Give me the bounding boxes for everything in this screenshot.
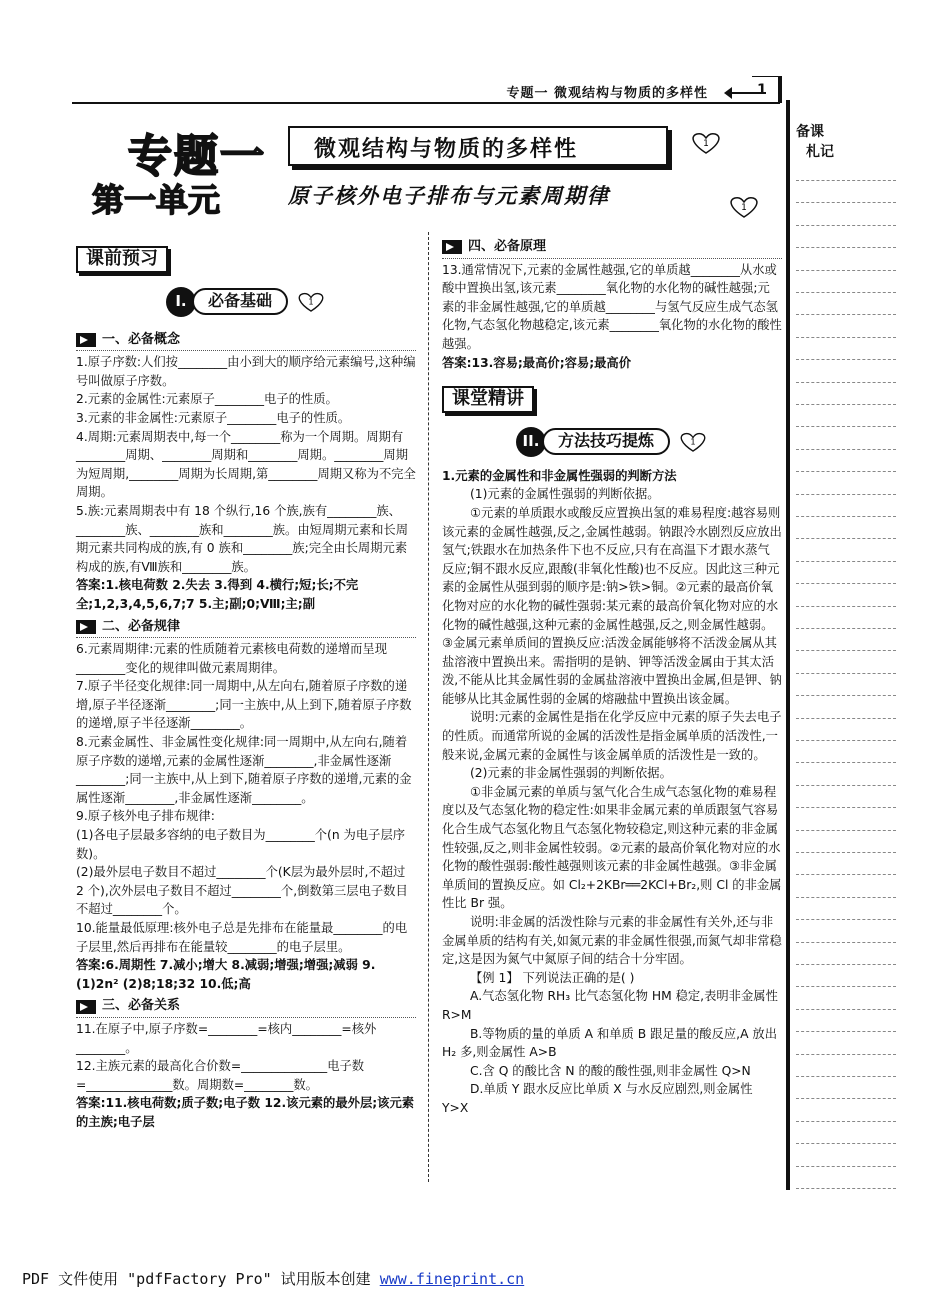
heading-text: 二、必备规律 xyxy=(102,618,181,634)
note-line xyxy=(796,471,896,472)
method-note: 说明:元素的金属性是指在化学反应中元素的原子失去电子的性质。而通常所说的金属的活泼性是指金属单质的活泼性,一般来说,金属元素的金属性与该金属单质的活泼性是一致的。 xyxy=(442,710,782,762)
note-line xyxy=(796,1031,896,1032)
item-8: 8.元素金属性、非金属性变化规律:同一周期中,从左向右,随着原子序数的递增,元素的金属性逐渐________,非金属性逐渐________;同一主族中,从上到下,随着原子序数的递增,元素的金属性逐渐________,非金属性逐渐________。 xyxy=(76,735,412,805)
note-line xyxy=(796,516,896,517)
note-line xyxy=(796,337,896,338)
methods-badge xyxy=(516,427,670,457)
section-name: 原子核外电子排布与元素周期律 xyxy=(288,184,610,208)
heading-text: 一、必备概念 xyxy=(102,331,181,347)
note-line xyxy=(796,830,896,831)
note-line xyxy=(796,426,896,427)
badge-roman: II. xyxy=(516,427,546,457)
note-line xyxy=(796,1121,896,1122)
heading-text: 三、必备关系 xyxy=(102,998,181,1014)
note-line xyxy=(796,606,896,607)
running-header xyxy=(72,78,780,104)
item-9a: (1)各电子层最多容纳的电子数目为________个(n 为电子层序数)。 xyxy=(76,828,406,861)
note-line xyxy=(796,314,896,315)
basics-badge xyxy=(166,287,288,317)
note-line xyxy=(796,292,896,293)
note-line xyxy=(796,1143,896,1144)
svg-text:1: 1 xyxy=(741,203,747,213)
left-column xyxy=(76,246,416,1132)
running-title: 专题一 微观结构与物质的多样性 xyxy=(506,86,708,101)
note-line xyxy=(796,1188,896,1189)
section-heading xyxy=(76,618,416,639)
note-line xyxy=(796,964,896,965)
note-line xyxy=(796,583,896,584)
item-4: 4.周期:元素周期表中,每一个________称为一个周期。周期有________周期、________周期和________周期。________周期为短周期,________周期为长周期,第________周期又称为不完全周期。 xyxy=(76,429,416,500)
pdf-footer xyxy=(22,1268,524,1289)
item-3: 3.元素的非金属性:元素原子________电子的性质。 xyxy=(76,410,351,425)
note-line xyxy=(796,852,896,853)
margin-notes-title xyxy=(796,122,834,162)
answer-block: 答案:6.周期性 7.减小;增大 8.减弱;增强;增强;减弱 9.(1)2n² (2)8;18;32 10.低;高 xyxy=(76,958,376,991)
heart-label: 1 xyxy=(703,139,709,149)
right-column xyxy=(442,234,782,1118)
method-title: 1.元素的金属性和非金属性强弱的判断方法 xyxy=(442,468,677,483)
arrow-marker-icon xyxy=(76,333,96,347)
svg-text:1: 1 xyxy=(690,436,696,447)
item-11: 11.在原子中,原子序数=________=核内________=核外________。 xyxy=(76,1021,377,1055)
answer-block: 答案:11.核电荷数;质子数;电子数 12.该元素的最外层;该元素的主族;电子层 xyxy=(76,1096,415,1129)
item-10: 10.能量最低原理:核外电子总是先排布在能量最________的电子层里,然后再排布在能量较________的电子层里。 xyxy=(76,921,408,954)
answer-block: 答案:13.容易;最高价;容易;最高价 xyxy=(442,355,632,370)
arrow-marker-icon xyxy=(76,620,96,634)
example-option-b: B.等物质的量的单质 A 和单质 B 跟足量的酸反应,A 放出 H₂ 多,则金属性 A>B xyxy=(442,1026,777,1060)
method-body: ①元素的单质跟水或酸反应置换出氢的难易程度:越容易则该元素的金属性越强,反之,金属性越弱。钠跟冷水剧烈反应放出氢气;铁跟水在加热条件下也不反应,只有在高温下才跟水蒸气反应;铜不跟水反应,跟酸(非氧化性酸)也不反应。因此这三种元素的金属性从强到弱的顺序是:钠>铁>铜。②元素的最高价氧化物对应的水化物的碱性强弱:某元素的最高价氧化物对应的水化物的碱性越强,这种元素的金属性越强,反之,则金属性越弱。③金属元素单质间的置换反应:活泼金属能够将不活泼金属从其盐溶液中置换出来。需指明的是钠、钾等活泼金属由于其太活泼,不能从比其金属性弱的金属盐溶液中置换出金属,但是钾、钠能够从比其金属性弱的金属的熔融盐中置换出该金属。 xyxy=(442,505,782,706)
note-line xyxy=(796,762,896,763)
section-heading xyxy=(76,331,416,352)
column-divider xyxy=(428,232,429,1182)
preview-tag: 课前预习 xyxy=(76,246,168,273)
section-heading xyxy=(76,997,416,1018)
item-6: 6.元素周期律:元素的性质随着元素核电荷数的递增而呈现________变化的规律叫做元素周期律。 xyxy=(76,642,388,675)
note-line xyxy=(796,180,896,181)
note-line xyxy=(796,270,896,271)
note-line xyxy=(796,404,896,405)
method-note: 说明:非金属的活泼性除与元素的非金属性有关外,还与非金属单质的结构有关,如氮元素的非金属性很强,而氮气却非常稳定,这是因为氮气中氮原子间的结合十分牢固。 xyxy=(442,915,782,967)
answer-block: 答案:1.核电荷数 2.失去 3.得到 4.横行;短;长;不完全;1,2,3,4,5,6,7;7 5.主;副;0;Ⅷ;主;副 xyxy=(76,578,359,611)
heart-icon xyxy=(690,132,722,154)
item-1: 1.原子序数:人们按________由小到大的顺序给元素编号,这种编号叫做原子序数。 xyxy=(76,355,416,388)
unit-title-block xyxy=(128,118,668,182)
heading-text: 四、必备原理 xyxy=(468,239,547,254)
margin-title-line2: 札记 xyxy=(806,144,834,160)
method-sub: (1)元素的金属性强弱的判断依据。 xyxy=(470,487,660,502)
page-number: 1 xyxy=(757,82,767,98)
method-sub: (2)元素的非金属性强弱的判断依据。 xyxy=(470,766,672,781)
example-option-c: C.含 Q 的酸比含 N 的酸的酸性强,则非金属性 Q>N xyxy=(470,1063,751,1078)
note-line xyxy=(796,1054,896,1055)
badge-roman: I. xyxy=(166,287,196,317)
note-line xyxy=(796,628,896,629)
note-line xyxy=(796,897,896,898)
example-option-d: D.单质 Y 跟水反应比单质 X 与水反应剧烈,则金属性 Y>X xyxy=(442,1082,753,1115)
note-line xyxy=(796,718,896,719)
note-line xyxy=(796,1076,896,1077)
note-line xyxy=(796,538,896,539)
note-line xyxy=(796,740,896,741)
class-tag: 课堂精讲 xyxy=(442,386,534,413)
note-line xyxy=(796,673,896,674)
note-line xyxy=(796,225,896,226)
item-7: 7.原子半径变化规律:同一周期中,从左向右,随着原子序数的递增,原子半径逐渐________;同一主族中,从上到下,随着原子序数的递增,原子半径逐渐________。 xyxy=(76,679,412,731)
note-line xyxy=(796,695,896,696)
margin-rule xyxy=(786,100,790,1190)
unit-label: 专题一 xyxy=(128,131,266,182)
section-label: 第一单元 xyxy=(92,181,221,219)
heart-icon xyxy=(728,196,760,218)
item-9: 9.原子核外电子排布规律: xyxy=(76,809,215,824)
example-stem: 【例 1】 下列说法正确的是( ) xyxy=(470,970,635,985)
note-line xyxy=(796,785,896,786)
arrow-marker-icon xyxy=(76,1000,96,1014)
example-option-a: A.气态氢化物 RH₃ 比气态氢化物 HM 稳定,表明非金属性 R>M xyxy=(442,989,778,1022)
note-line xyxy=(796,1166,896,1167)
note-line xyxy=(796,382,896,383)
note-line xyxy=(796,1098,896,1099)
note-line xyxy=(796,449,896,450)
item-13: 13.通常情况下,元素的金属性越强,它的单质越________从水或酸中置换出氢,该元素________氧化物的水化物的碱性越强;元素的非金属性越强,它的单质越________与氢气反应生成气态氢化物,气态氢化物越稳定,该元素________氧化物的水化物的酸性越强。 xyxy=(442,262,782,351)
method-body: ①非金属元素的单质与氢气化合生成气态氢化物的难易程度以及气态氢化物的稳定性:如果非金属元素的单质跟氢气容易化合生成气态氢化物且气态氢化物较稳定,则这种元素的非金属性较强,反之,则非金属性较弱。②元素的最高价氧化物对应的水化物的酸性强弱:酸性越强则该元素的非金属性越强。③非金属单质间的置换反应。如 Cl₂+2KBr══2KCl+Br₂,则 Cl 的非金属性比 Br 强。 xyxy=(442,784,782,911)
note-line xyxy=(796,874,896,875)
unit-name: 微观结构与物质的多样性 xyxy=(314,137,579,162)
note-line xyxy=(796,202,896,203)
note-line xyxy=(796,942,896,943)
heart-icon xyxy=(296,292,326,312)
footer-link[interactable]: www.fineprint.cn xyxy=(379,1270,525,1288)
item-5: 5.族:元素周期表中有 18 个纵行,16 个族,族有________族、________族、________族和________族。由短周期元素和长周期元素共同构成的族,有 0 族和________族;完全由长周期元素构成的族,有Ⅷ族和________族。 xyxy=(76,503,409,574)
note-line xyxy=(796,807,896,808)
section-heading xyxy=(442,238,782,259)
heart-icon xyxy=(678,432,708,452)
item-9b: (2)最外层电子数目不超过________个(K层为最外层时,不超过 2 个),次外层电子数目不超过________个,倒数第三层电子数目不超过________个。 xyxy=(76,865,408,917)
arrow-marker-icon xyxy=(442,240,462,254)
item-2: 2.元素的金属性:元素原子________电子的性质。 xyxy=(76,392,338,407)
note-line xyxy=(796,247,896,248)
note-line xyxy=(796,494,896,495)
note-line xyxy=(796,650,896,651)
note-line xyxy=(796,919,896,920)
note-line xyxy=(796,359,896,360)
margin-title-line1: 备课 xyxy=(796,124,824,140)
item-12: 12.主族元素的最高化合价数=______________电子数=______________数。周期数=________数。 xyxy=(76,1059,365,1092)
badge-label: 方法技巧提炼 xyxy=(542,428,670,455)
note-line xyxy=(796,561,896,562)
badge-label: 必备基础 xyxy=(192,288,288,315)
footer-text: PDF 文件使用 "pdfFactory Pro" 试用版本创建 xyxy=(22,1270,380,1288)
svg-text:1: 1 xyxy=(308,296,314,307)
note-line xyxy=(796,1009,896,1010)
note-line xyxy=(796,986,896,987)
